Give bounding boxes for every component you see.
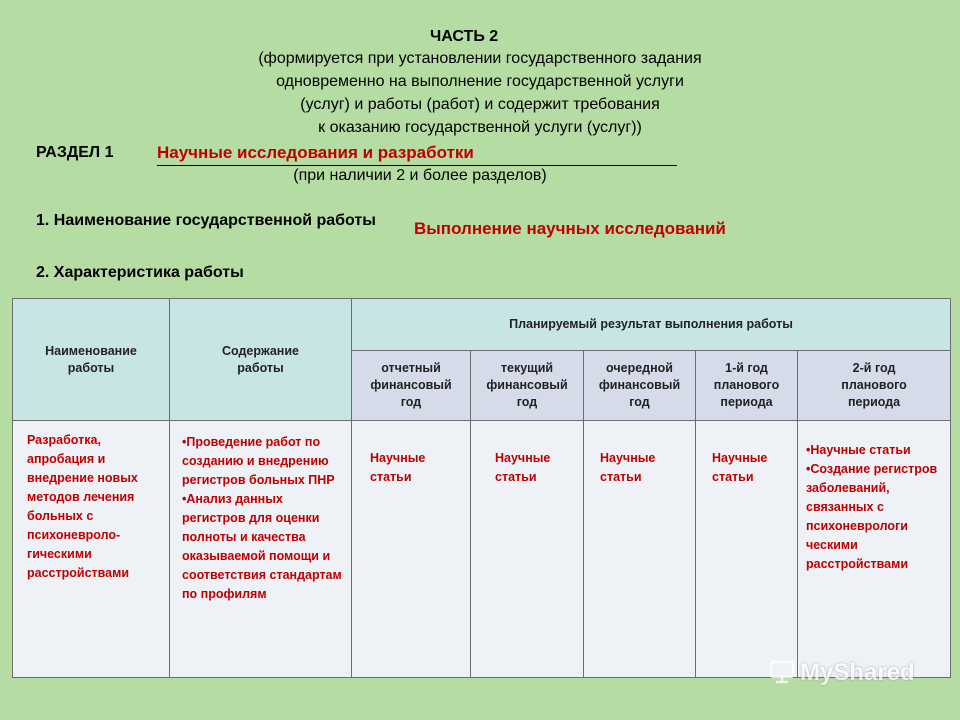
subheader-plan-year-1: 1-й год планового периода	[696, 351, 798, 421]
header-planned-result: Планируемый результат выполнения работы	[352, 299, 951, 351]
subheader-current-year: текущий финансовый год	[471, 351, 584, 421]
watermark	[768, 656, 915, 690]
part-title: ЧАСТЬ 2	[430, 28, 499, 45]
result-plan-1-text: Научные статьи	[712, 451, 768, 484]
subtitle-line-3: (услуг) и работы (работ) и содержит требования	[300, 96, 660, 113]
result-current-text: Научные статьи	[495, 451, 551, 484]
subtitle-line-2: одновременно на выполнение государственной услуги	[276, 73, 684, 90]
header-work-name: Наименование работы	[13, 299, 170, 421]
content-item-1: • Проведение работ по созданию и внедрению регистров больных ПНР	[182, 433, 347, 490]
section-value: Научные исследования и разработки	[157, 143, 677, 166]
result-next-text: Научные статьи	[600, 451, 656, 484]
header-work-content: Содержание работы	[170, 299, 352, 421]
cell-result-next	[584, 421, 696, 678]
work-name-text: Разработка, апробация и внедрение новых методов лечения больных с психоневроло-гическими расстройствами	[27, 433, 138, 580]
cell-result-plan-2	[798, 421, 951, 678]
subheader-reporting-year: отчетный финансовый год	[352, 351, 471, 421]
result-plan-2-item-1: • Научные статьи	[806, 441, 944, 460]
subtitle-line-1: (формируется при установлении государственного задания	[258, 50, 702, 67]
table-row	[13, 421, 951, 678]
cell-result-reporting	[352, 421, 471, 678]
result-plan-2-item-2: • Создание регистров заболеваний, связанных с психоневрологи ческими расстройствами	[806, 460, 944, 574]
cell-result-current	[471, 421, 584, 678]
watermark-text: MyShared	[800, 659, 915, 686]
work-characteristic-table	[12, 298, 951, 678]
cell-work-name	[13, 421, 170, 678]
work-name-value: Выполнение научных исследований	[414, 219, 726, 238]
result-reporting-text: Научные статьи	[370, 451, 426, 484]
presentation-icon	[768, 657, 796, 690]
content-item-2: • Анализ данных регистров для оценки полноты и качества оказываемой помощи и соответствия стандартам по профилям	[182, 490, 347, 604]
work-name-label: 1. Наименование государственной работы	[36, 212, 376, 229]
section-note: (при наличии 2 и более разделов)	[293, 167, 547, 184]
section-label: РАЗДЕЛ 1	[36, 144, 114, 161]
subtitle-line-4: к оказанию государственной услуги (услуг))	[318, 119, 642, 136]
characteristic-label: 2. Характеристика работы	[36, 264, 244, 281]
cell-work-content	[170, 421, 352, 678]
subheader-next-year: очередной финансовый год	[584, 351, 696, 421]
cell-result-plan-1	[696, 421, 798, 678]
subheader-plan-year-2: 2-й год планового периода	[798, 351, 951, 421]
